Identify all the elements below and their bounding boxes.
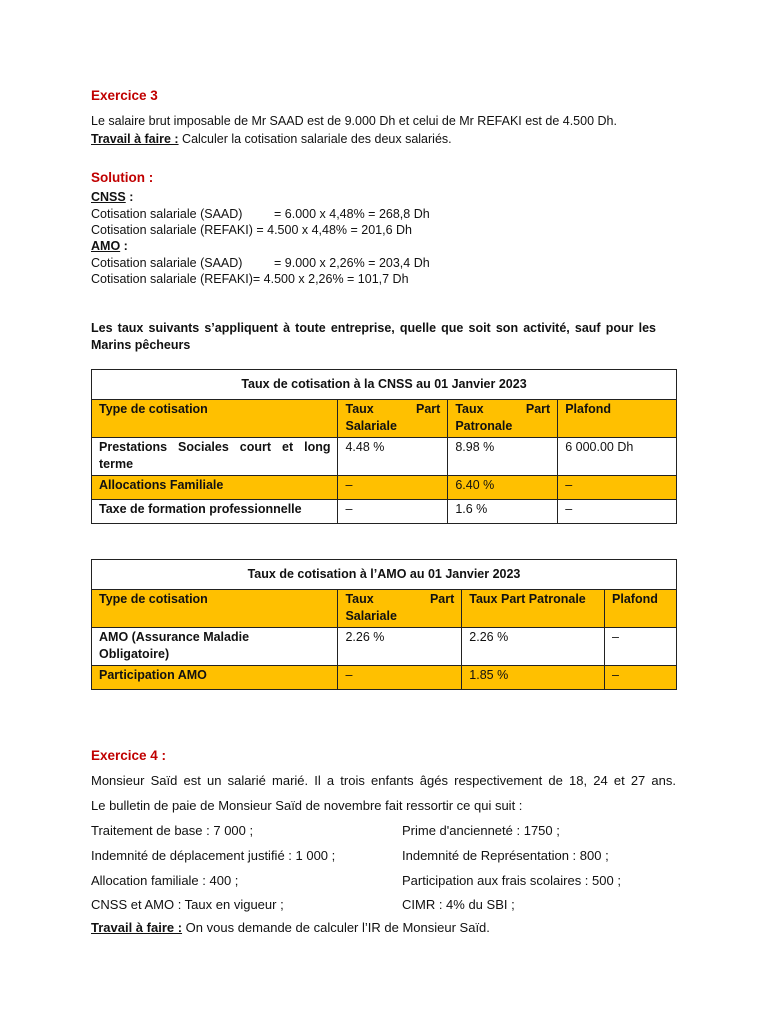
cnss-header-pat-taux: Taux xyxy=(455,402,484,416)
amo-row-type-line-1: AMO (Assurance Maladie xyxy=(99,630,250,644)
amo-table-caption: Taux de cotisation à l’AMO au 01 Janvier 2023 xyxy=(92,560,677,590)
cnss-row-type xyxy=(92,438,338,476)
cnss-table-caption: Taux de cotisation à la CNSS au 01 Janvier 2023 xyxy=(92,370,677,400)
bulletin-item: CNSS et AMO : Taux en vigueur ; xyxy=(91,897,284,912)
exercise-3-task xyxy=(91,131,452,147)
cnss-row-patronale: 8.98 % xyxy=(448,438,558,476)
amo-row-type: Participation AMO xyxy=(92,666,338,690)
cnss-row-salariale: 4.48 % xyxy=(338,438,448,476)
cnss-header-sal-part: Part xyxy=(416,402,441,416)
bulletin-item: Traitement de base : 7 000 ; xyxy=(91,823,254,838)
table-row xyxy=(92,476,677,500)
exercise-3-statement: Le salaire brut imposable de Mr SAAD est de 9.000 Dh et celui de Mr REFAKI est de 4.500 Dh. xyxy=(91,114,617,128)
cnss-heading xyxy=(91,189,133,205)
amo-row-patronale: 1.85 % xyxy=(462,666,605,690)
amo-row-salariale: 2.26 % xyxy=(338,628,462,666)
amo-rates-table xyxy=(91,559,677,690)
cnss-line-saad-calc: = 6.000 x 4,48% = 268,8 Dh xyxy=(274,207,430,221)
amo-line-saad-calc: = 9.000 x 2,26% = 203,4 Dh xyxy=(274,256,430,270)
task-label: Travail à faire : xyxy=(91,920,183,935)
bulletin-item: CIMR : 4% du SBI ; xyxy=(402,897,515,912)
cnss-header-sal-taux: Taux xyxy=(345,402,374,416)
amo-line-saad-label: Cotisation salariale (SAAD) xyxy=(91,256,243,270)
amo-row-plafond: – xyxy=(605,628,677,666)
cnss-row-salariale: – xyxy=(338,500,448,524)
bulletin-item: Indemnité de Représentation : 800 ; xyxy=(402,848,609,863)
cnss-line-saad-label: Cotisation salariale (SAAD) xyxy=(91,207,243,221)
cnss-row-patronale: 6.40 % xyxy=(448,476,558,500)
amo-table-header-row xyxy=(92,590,677,628)
amo-header-plafond: Plafond xyxy=(605,590,677,628)
cnss-header-pat-part: Part xyxy=(525,402,551,416)
bulletin-item: Prime d'ancienneté : 1750 ; xyxy=(402,823,560,838)
task-label: Travail à faire : xyxy=(91,132,179,146)
exercise-3-title: Exercice 3 xyxy=(91,88,158,103)
exercise-4-intro: Monsieur Saïd est un salarié marié. Il a trois enfants âgés respectivement de 18, 24 et 27 ans. xyxy=(91,773,676,788)
amo-header-salariale xyxy=(338,590,462,628)
table-row xyxy=(92,628,677,666)
amo-row-patronale: 2.26 % xyxy=(462,628,605,666)
amo-row-salariale: – xyxy=(338,666,462,690)
cnss-colon: : xyxy=(125,190,134,204)
task-text: On vous demande de calculer l’IR de Monsieur Saïd. xyxy=(182,920,490,935)
cnss-row-type: Taxe de formation professionnelle xyxy=(92,500,338,524)
cnss-header-pat-word: Patronale xyxy=(455,419,513,433)
table-row xyxy=(92,438,677,476)
bulletin-item: Participation aux frais scolaires : 500 ; xyxy=(402,873,621,888)
amo-header-patronale: Taux Part Patronale xyxy=(462,590,605,628)
table-row xyxy=(92,666,677,690)
amo-label: AMO xyxy=(91,239,121,253)
cnss-row-plafond: – xyxy=(558,500,677,524)
rates-note-line-2: Marins pêcheurs xyxy=(91,338,191,352)
cnss-header-type: Type de cotisation xyxy=(92,400,338,438)
cnss-table-header-row xyxy=(92,400,677,438)
amo-header-sal-word: Salariale xyxy=(345,609,397,623)
cnss-header-sal-word: Salariale xyxy=(345,419,397,433)
amo-header-sal-part: Part xyxy=(429,592,455,606)
amo-header-type: Type de cotisation xyxy=(92,590,338,628)
cnss-row-patronale: 1.6 % xyxy=(448,500,558,524)
table-row xyxy=(92,500,677,524)
cnss-row-plafond: 6 000.00 Dh xyxy=(558,438,677,476)
cnss-row-type-line-1: Prestations Sociales court et long xyxy=(99,440,331,454)
amo-line-refaki: Cotisation salariale (REFAKI)= 4.500 x 2,26% = 101,7 Dh xyxy=(91,272,409,286)
bulletin-item: Indemnité de déplacement justifié : 1 000 ; xyxy=(91,848,336,863)
rates-note-line-1: Les taux suivants s’appliquent à toute entreprise, quelle que soit son activité, sauf pour les xyxy=(91,321,656,335)
amo-header-sal-taux: Taux xyxy=(345,592,374,606)
exercise-4-bulletin: Le bulletin de paie de Monsieur Saïd de novembre fait ressortir ce qui suit : xyxy=(91,798,523,813)
cnss-header-patronale xyxy=(448,400,558,438)
cnss-row-plafond: – xyxy=(558,476,677,500)
exercise-4-task xyxy=(91,920,490,936)
bulletin-item: Allocation familiale : 400 ; xyxy=(91,873,239,888)
solution-title: Solution : xyxy=(91,170,154,185)
task-text: Calculer la cotisation salariale des deux salariés. xyxy=(178,132,452,146)
amo-heading xyxy=(91,238,128,254)
cnss-rates-table xyxy=(91,369,677,524)
cnss-label: CNSS xyxy=(91,190,126,204)
amo-colon: : xyxy=(120,239,128,253)
cnss-row-type-line-2: terme xyxy=(99,457,134,471)
cnss-row-salariale: – xyxy=(338,476,448,500)
cnss-line-refaki: Cotisation salariale (REFAKI) = 4.500 x 4,48% = 201,6 Dh xyxy=(91,223,413,237)
exercise-4-title: Exercice 4 : xyxy=(91,748,167,763)
amo-row-type xyxy=(92,628,338,666)
cnss-header-plafond: Plafond xyxy=(558,400,677,438)
amo-row-type-line-2: Obligatoire) xyxy=(99,647,170,661)
amo-row-plafond: – xyxy=(605,666,677,690)
cnss-header-salariale xyxy=(338,400,448,438)
cnss-row-type: Allocations Familiale xyxy=(92,476,338,500)
